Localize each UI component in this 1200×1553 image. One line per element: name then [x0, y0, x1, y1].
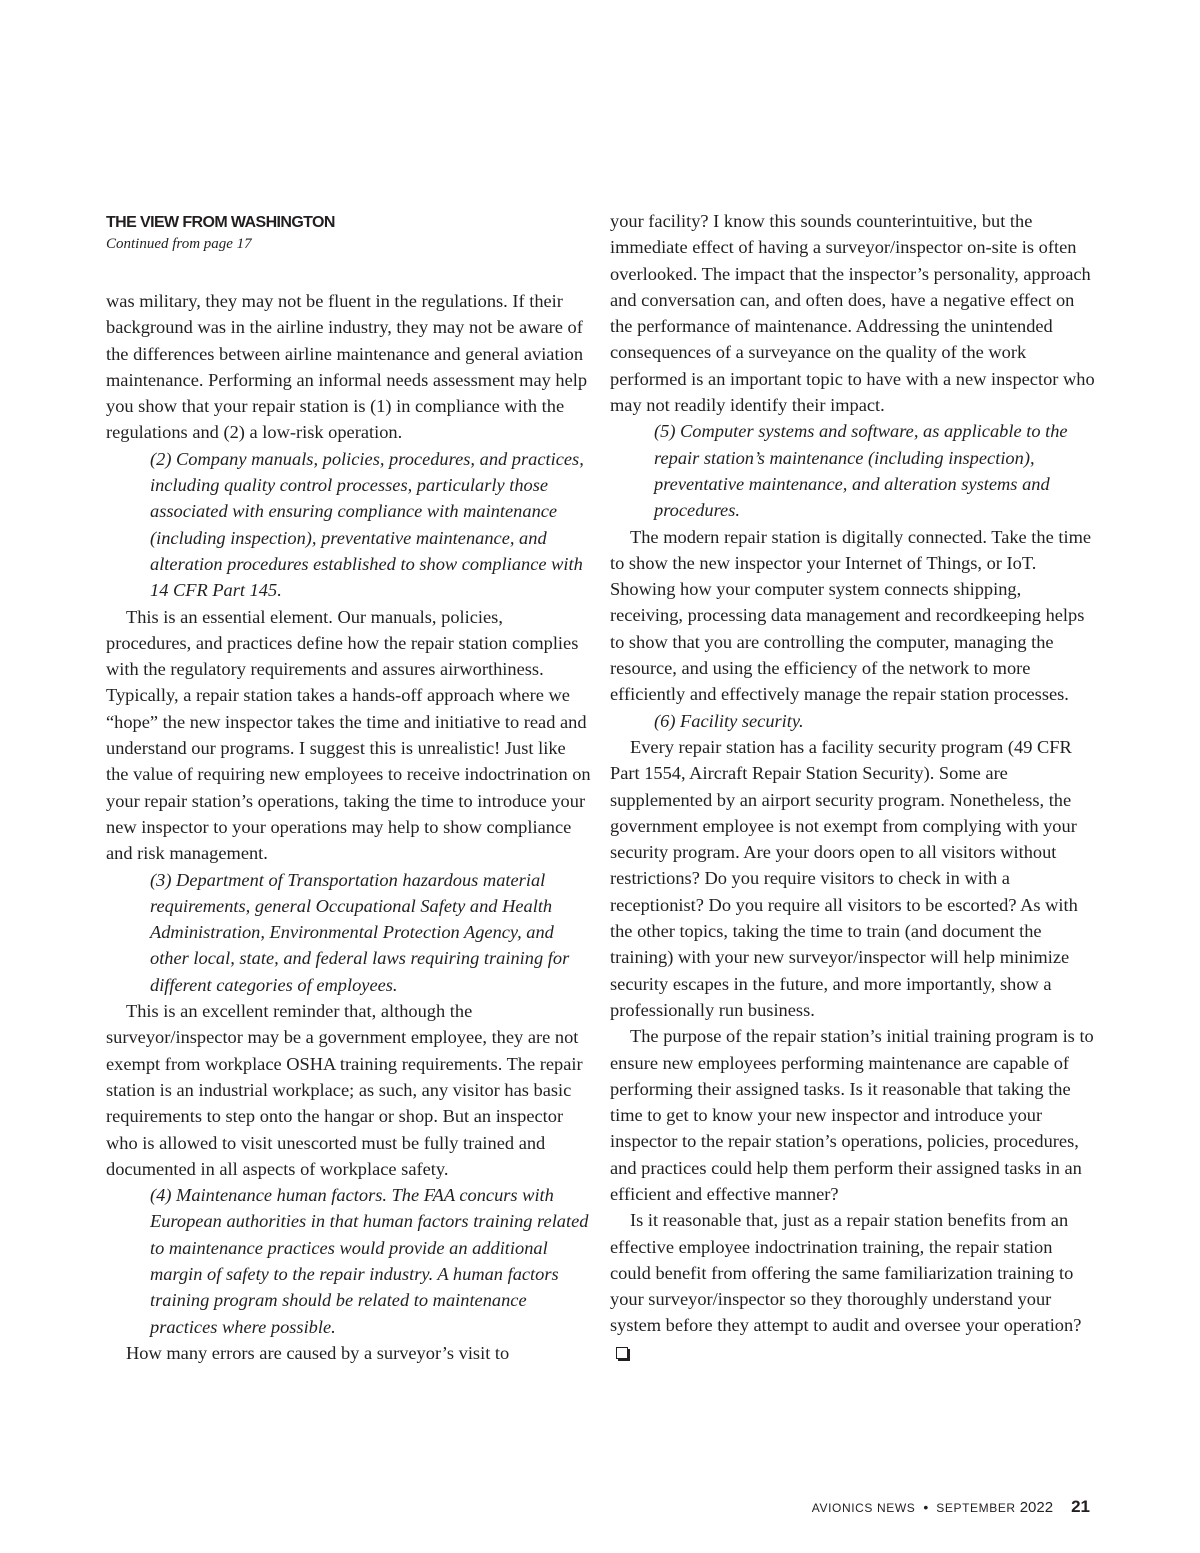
body-paragraph: Every repair station has a facility security program (49 CFR Part 1554, Aircraft Repair Station Security). Some are supplemented by an airport security program. Nonetheless, the government employee is not exempt from complying with your security program. Are your doors open to all visitors without restrictions? Do you require visitors to check in with a receptionist? Do you require all visitors to be escorted? As with the other topics, taking the time to train (and document the training) with your new surveyor/inspector will help minimize security escapes in the future, and more importantly, show a professionally run business.	[610, 736, 1078, 1020]
final-paragraph	[610, 1207, 1096, 1365]
left-column	[106, 208, 592, 1366]
regulation-quote: (3) Department of Transportation hazardous material requirements, general Occupational Safety and Health Administration, Environmental Protection Agency, and other local, state, and federal laws requiring training for different categories of employees.	[150, 869, 570, 995]
regulation-quote: (2) Company manuals, policies, procedures, and practices, including quality control processes, particularly those associated with ensuring compliance with maintenance (including inspection), preventative maintenance, and alteration procedures established to show compliance with 14 CFR Part 145.	[150, 448, 584, 601]
body-paragraph: The purpose of the repair station’s initial training program is to ensure new employees performing maintenance are capable of performing their assigned tasks. Is it reasonable that taking the time to get to know your new inspector and introduce your inspector to the repair station’s operations, policies, procedures, and practices could help them perform their assigned tasks in an efficient and effective manner?	[610, 1026, 1094, 1204]
body-paragraph: How many errors are caused by a surveyor’s visit to	[126, 1342, 510, 1363]
publication-name: AVIONICS NEWS	[811, 1501, 916, 1515]
body-paragraph: your facility? I know this sounds counterintuitive, but the immediate effect of having a surveyor/inspector on-site is often overlooked. The impact that the inspector’s personality, approach and conversation can, and often does, have a negative effect on the performance of maintenance. Addressing the unintended consequences of a surveyance on the quality of the work performed is an important topic to have with a new inspector who may not readily identify their impact.	[610, 211, 1095, 416]
regulation-quote: (4) Maintenance human factors. The FAA concurs with European authorities in that human factors training related to maintenance practices would provide an additional margin of safety to the repair industry. A human factors training program should be related to maintenance practices where possible.	[150, 1185, 589, 1337]
page-number: 21	[1071, 1497, 1090, 1516]
continued-note: Continued from page 17	[106, 236, 252, 252]
footer-separator: •	[923, 1499, 929, 1515]
right-column	[610, 208, 1096, 1365]
final-paragraph-text: Is it reasonable that, just as a repair station benefits from an effective employee indoctrination training, the repair station could benefit from offering the same familiarization training to your surveyor/inspector so they thoroughly understand your system before they attempt to audit and oversee your operation?	[610, 1210, 1082, 1336]
regulation-quote: (5) Computer systems and software, as applicable to the repair station’s maintenance (including inspection), preventative maintenance, and alteration systems and procedures.	[654, 421, 1068, 521]
body-paragraph: This is an excellent reminder that, although the surveyor/inspector may be a government employee, they are not exempt from workplace OSHA training requirements. The repair station is an industrial workplace; as such, any visitor has basic requirements to step onto the hangar or shop. But an inspector who is allowed to visit unescorted must be fully trained and documented in all aspects of workplace safety.	[106, 1001, 583, 1179]
body-paragraph: The modern repair station is digitally connected. Take the time to show the new inspector your Internet of Things, or IoT. Showing how your computer system connects shipping, receiving, processing data management and recordkeeping helps to show that you are controlling the computer, managing the resource, and using the efficiency of the network to more efficiently and effectively manage the repair station processes.	[610, 526, 1092, 705]
body-paragraph: This is an essential element. Our manuals, policies, procedures, and practices define how the repair station complies with the regulatory requirements and assures airworthiness. Typically, a repair station takes a hands-off approach where we “hope” the new inspector takes the time and initiative to read and understand our programs. I suggest this is unrealistic! Just like the value of requiring new employees to receive indoctrination on your repair station’s operations, taking the time to introduce your new inspector to your operations may help to show compliance and risk management.	[106, 606, 591, 864]
body-paragraph: was military, they may not be fluent in the regulations. If their background was in the airline industry, they may not be aware of the differences between airline maintenance and general aviation maintenance. Performing an informal needs assessment may help you show that your repair station is (1) in compliance with the regulations and (2) a low-risk operation.	[106, 291, 588, 443]
issue-year: 2022	[1019, 1499, 1054, 1516]
section-title: THE VIEW FROM WASHINGTON	[106, 214, 335, 231]
page-footer	[812, 1497, 1090, 1517]
end-mark-icon	[616, 1347, 628, 1359]
issue-month: SEPTEMBER	[936, 1501, 1016, 1515]
regulation-quote: (6) Facility security.	[654, 710, 804, 731]
